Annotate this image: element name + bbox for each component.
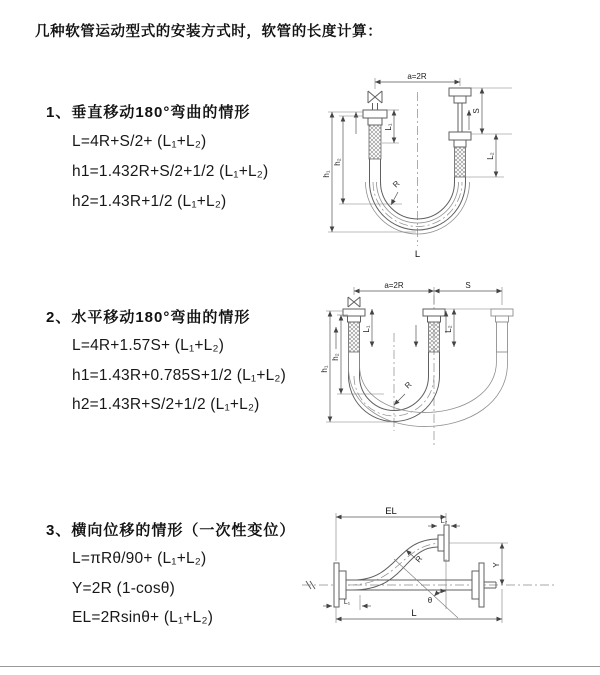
page-bottom-rule (0, 666, 600, 667)
section-3-formula-Y: Y=2R (1-cosθ) (72, 580, 175, 597)
label-theta: θ (427, 596, 433, 605)
label-L1: L₁ (362, 325, 371, 333)
radius-callout (391, 179, 402, 205)
label-R: R (403, 379, 414, 391)
section-2-formula-h1: h1=1.43R+0.785S+1/2 (L₁+L₂) (72, 367, 286, 384)
label-R: R (413, 554, 425, 565)
label-h2: h₂ (331, 353, 340, 361)
section-2-formula-h2: h2=1.43R+S/2+1/2 (L₁+L₂) (72, 396, 260, 413)
right-pipe-fitting (449, 88, 471, 177)
label-h2: h₂ (333, 158, 342, 166)
page-title: 几种软管运动型式的安装方式时，软管的长度计算： (35, 24, 383, 40)
label-L: L (411, 608, 417, 619)
dimension-L2 (428, 518, 460, 526)
section-3-heading: 3、横向位移的情形（一次性变位） (46, 522, 296, 539)
dimension-L2 (466, 134, 504, 177)
label-S: S (465, 281, 471, 290)
section-1-formula-h1: h1=1.432R+S/2+1/2 (L₁+L₂) (72, 163, 269, 180)
middle-pipe-fitting (423, 309, 445, 352)
section-3-formula-L: L=πRθ/90+ (L₁+L₂) (72, 550, 207, 567)
label-L: L (414, 249, 421, 260)
label-S: S (472, 108, 481, 114)
section-3-formula-EL: EL=2Rsinθ+ (L₁+L₂) (72, 609, 214, 626)
diagram-vertical-180-bend (312, 64, 538, 262)
label-h1: h₁ (322, 170, 331, 178)
diagram-lateral-displacement (298, 503, 564, 651)
label-L2: L₂ (440, 518, 448, 525)
section-2-heading: 2、水平移动180°弯曲的情形 (46, 309, 251, 326)
label-R: R (391, 178, 402, 190)
dimension-S (471, 88, 512, 134)
displaced-pipe-fitting (491, 309, 513, 352)
label-L1: L₁ (343, 599, 351, 606)
label-L2: L₂ (444, 325, 453, 333)
valve-icon (368, 91, 382, 110)
dimension-S (434, 281, 502, 309)
label-a2r: a=2R (384, 281, 404, 290)
diagram-horizontal-180-bend (312, 281, 548, 459)
angle-construction (394, 559, 458, 618)
hose-displaced-s-curve (348, 539, 444, 590)
left-pipe-fitting (363, 110, 387, 159)
dimension-L1 (323, 595, 371, 610)
dimension-EL (336, 506, 446, 561)
section-1-formula-L: L=4R+S/2+ (L₁+L₂) (72, 133, 207, 150)
section-1-heading: 1、垂直移动180°弯曲的情形 (46, 104, 251, 121)
label-h1: h₁ (320, 365, 329, 373)
section-2-formula-L: L=4R+1.57S+ (L₁+L₂) (72, 337, 225, 354)
section-1-formula-h2: h2=1.43R+1/2 (L₁+L₂) (72, 193, 227, 210)
valve-icon (348, 297, 360, 307)
label-L1: L₁ (384, 123, 393, 131)
radius-callout (394, 380, 414, 405)
label-Y: Y (492, 562, 501, 568)
dimension-a2r (375, 72, 460, 89)
label-a2r: a=2R (407, 72, 427, 81)
dimension-a2r (354, 281, 434, 305)
label-L2: L₂ (486, 152, 495, 160)
upper-flange (438, 525, 449, 561)
label-EL: EL (385, 506, 397, 517)
